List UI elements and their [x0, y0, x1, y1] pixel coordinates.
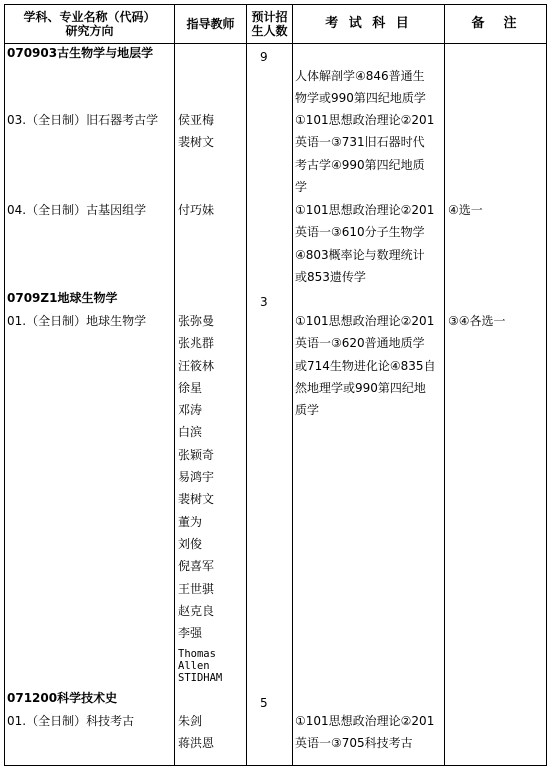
exam-line: ①101思想政治理论②201 — [295, 314, 435, 328]
note-text: ③④各选一 — [448, 314, 506, 328]
advisor-name: 裴树文 — [178, 135, 215, 150]
exam-line: 考古学④990第四纪地质 — [295, 157, 425, 172]
exam-subjects — [295, 710, 434, 755]
research-direction: 04.（全日制）古基因组学 — [7, 203, 147, 217]
subject-title: 071200科学技术史 — [7, 691, 118, 705]
exam-line: ①101思想政治理论②201 — [295, 113, 435, 127]
advisor-list — [178, 710, 214, 755]
header-quota-line1: 预计招 — [251, 9, 288, 24]
exam-line: 然地理学或990第四纪地 — [295, 380, 426, 395]
research-direction: 03.（全日制）旧石器考古学 — [7, 113, 159, 127]
exam-line: 英语一③705科技考古 — [295, 736, 413, 751]
advisor-name-part: Allen — [178, 660, 210, 672]
advisor-name: 李强 — [178, 626, 203, 641]
exam-line: ④803概率论与数理统计 — [295, 247, 425, 262]
table-border-bottom — [4, 765, 547, 766]
table-border-left — [4, 4, 5, 766]
advisor-name: 蒋洪恩 — [178, 736, 215, 751]
advisor-name: 付巧妹 — [178, 203, 215, 217]
table-border-right — [546, 4, 547, 766]
exam-line: 英语一③620普通地质学 — [295, 336, 425, 351]
exam-subjects — [295, 199, 434, 288]
header-exam — [293, 5, 444, 42]
advisor-name: 赵克良 — [178, 603, 215, 618]
exam-line: ①101思想政治理论②201 — [295, 714, 435, 728]
advisor-list — [178, 310, 214, 644]
exam-line: 质学 — [295, 403, 320, 418]
research-direction: 01.（全日制）地球生物学 — [7, 314, 147, 328]
advisor-list — [178, 109, 214, 154]
advisor-name: 张兆群 — [178, 336, 215, 351]
header-quota-line2: 生人数 — [251, 23, 288, 38]
column-divider — [444, 4, 445, 766]
advisor-name-part: STIDHAM — [178, 672, 223, 684]
advisor-name: 徐星 — [178, 380, 203, 395]
exam-line: 人体解剖学④846普通生 — [295, 69, 425, 83]
quota-value: 5 — [260, 696, 268, 710]
header-subject — [5, 5, 174, 42]
advisor-name: 王世骐 — [178, 581, 215, 596]
advisor-name-english — [178, 648, 222, 684]
exam-line: 或853遗传学 — [295, 269, 366, 284]
advisor-name: 邓涛 — [178, 403, 203, 418]
header-notes — [445, 5, 546, 42]
exam-line: 英语一③731旧石器时代 — [295, 135, 425, 150]
advisor-name: 白滨 — [178, 425, 203, 440]
advisor-name: 董为 — [178, 514, 203, 529]
exam-subjects — [295, 65, 426, 110]
exam-line: 学 — [295, 179, 308, 194]
advisor-name: 裴树文 — [178, 492, 215, 507]
advisor-name: 张弥曼 — [178, 314, 215, 328]
exam-subjects — [295, 109, 434, 198]
column-divider — [246, 4, 247, 766]
subject-title: 070903古生物学与地层学 — [7, 46, 154, 60]
advisor-list — [178, 199, 214, 221]
advisor-name: 刘俊 — [178, 536, 203, 551]
header-advisor-label: 指导教师 — [186, 16, 235, 31]
research-direction: 01.（全日制）科技考古 — [7, 714, 135, 728]
quota-value: 3 — [260, 295, 268, 309]
advisor-name-part: Thomas — [178, 648, 216, 660]
exam-line: 英语一③610分子生物学 — [295, 225, 425, 240]
advisor-name: 朱剑 — [178, 714, 203, 728]
advisor-name: 张颖奇 — [178, 447, 215, 462]
advisor-name: 倪喜军 — [178, 559, 215, 574]
column-divider — [292, 4, 293, 766]
header-direction-label: 研究方向 — [65, 23, 114, 38]
header-subject-label: 学科、专业名称（代码） — [23, 9, 156, 24]
exam-subjects — [295, 310, 436, 421]
advisor-name: 易鸿宇 — [178, 470, 215, 485]
subject-title: 0709Z1地球生物学 — [7, 291, 118, 305]
header-notes-label: 备 注 — [471, 15, 520, 31]
header-advisor — [175, 5, 246, 42]
advisor-name: 汪筱林 — [178, 358, 215, 373]
header-exam-label: 考 试 科 目 — [325, 15, 412, 31]
note-text: ④选一 — [448, 203, 483, 217]
quota-value: 9 — [260, 50, 268, 64]
exam-line: 或714生物进化论④835自 — [295, 358, 436, 373]
header-quota — [247, 5, 292, 42]
advisor-name: 侯亚梅 — [178, 113, 215, 127]
admissions-table — [4, 4, 547, 766]
exam-line: ①101思想政治理论②201 — [295, 203, 435, 217]
column-divider — [174, 4, 175, 766]
exam-line: 物学或990第四纪地质学 — [295, 91, 426, 106]
